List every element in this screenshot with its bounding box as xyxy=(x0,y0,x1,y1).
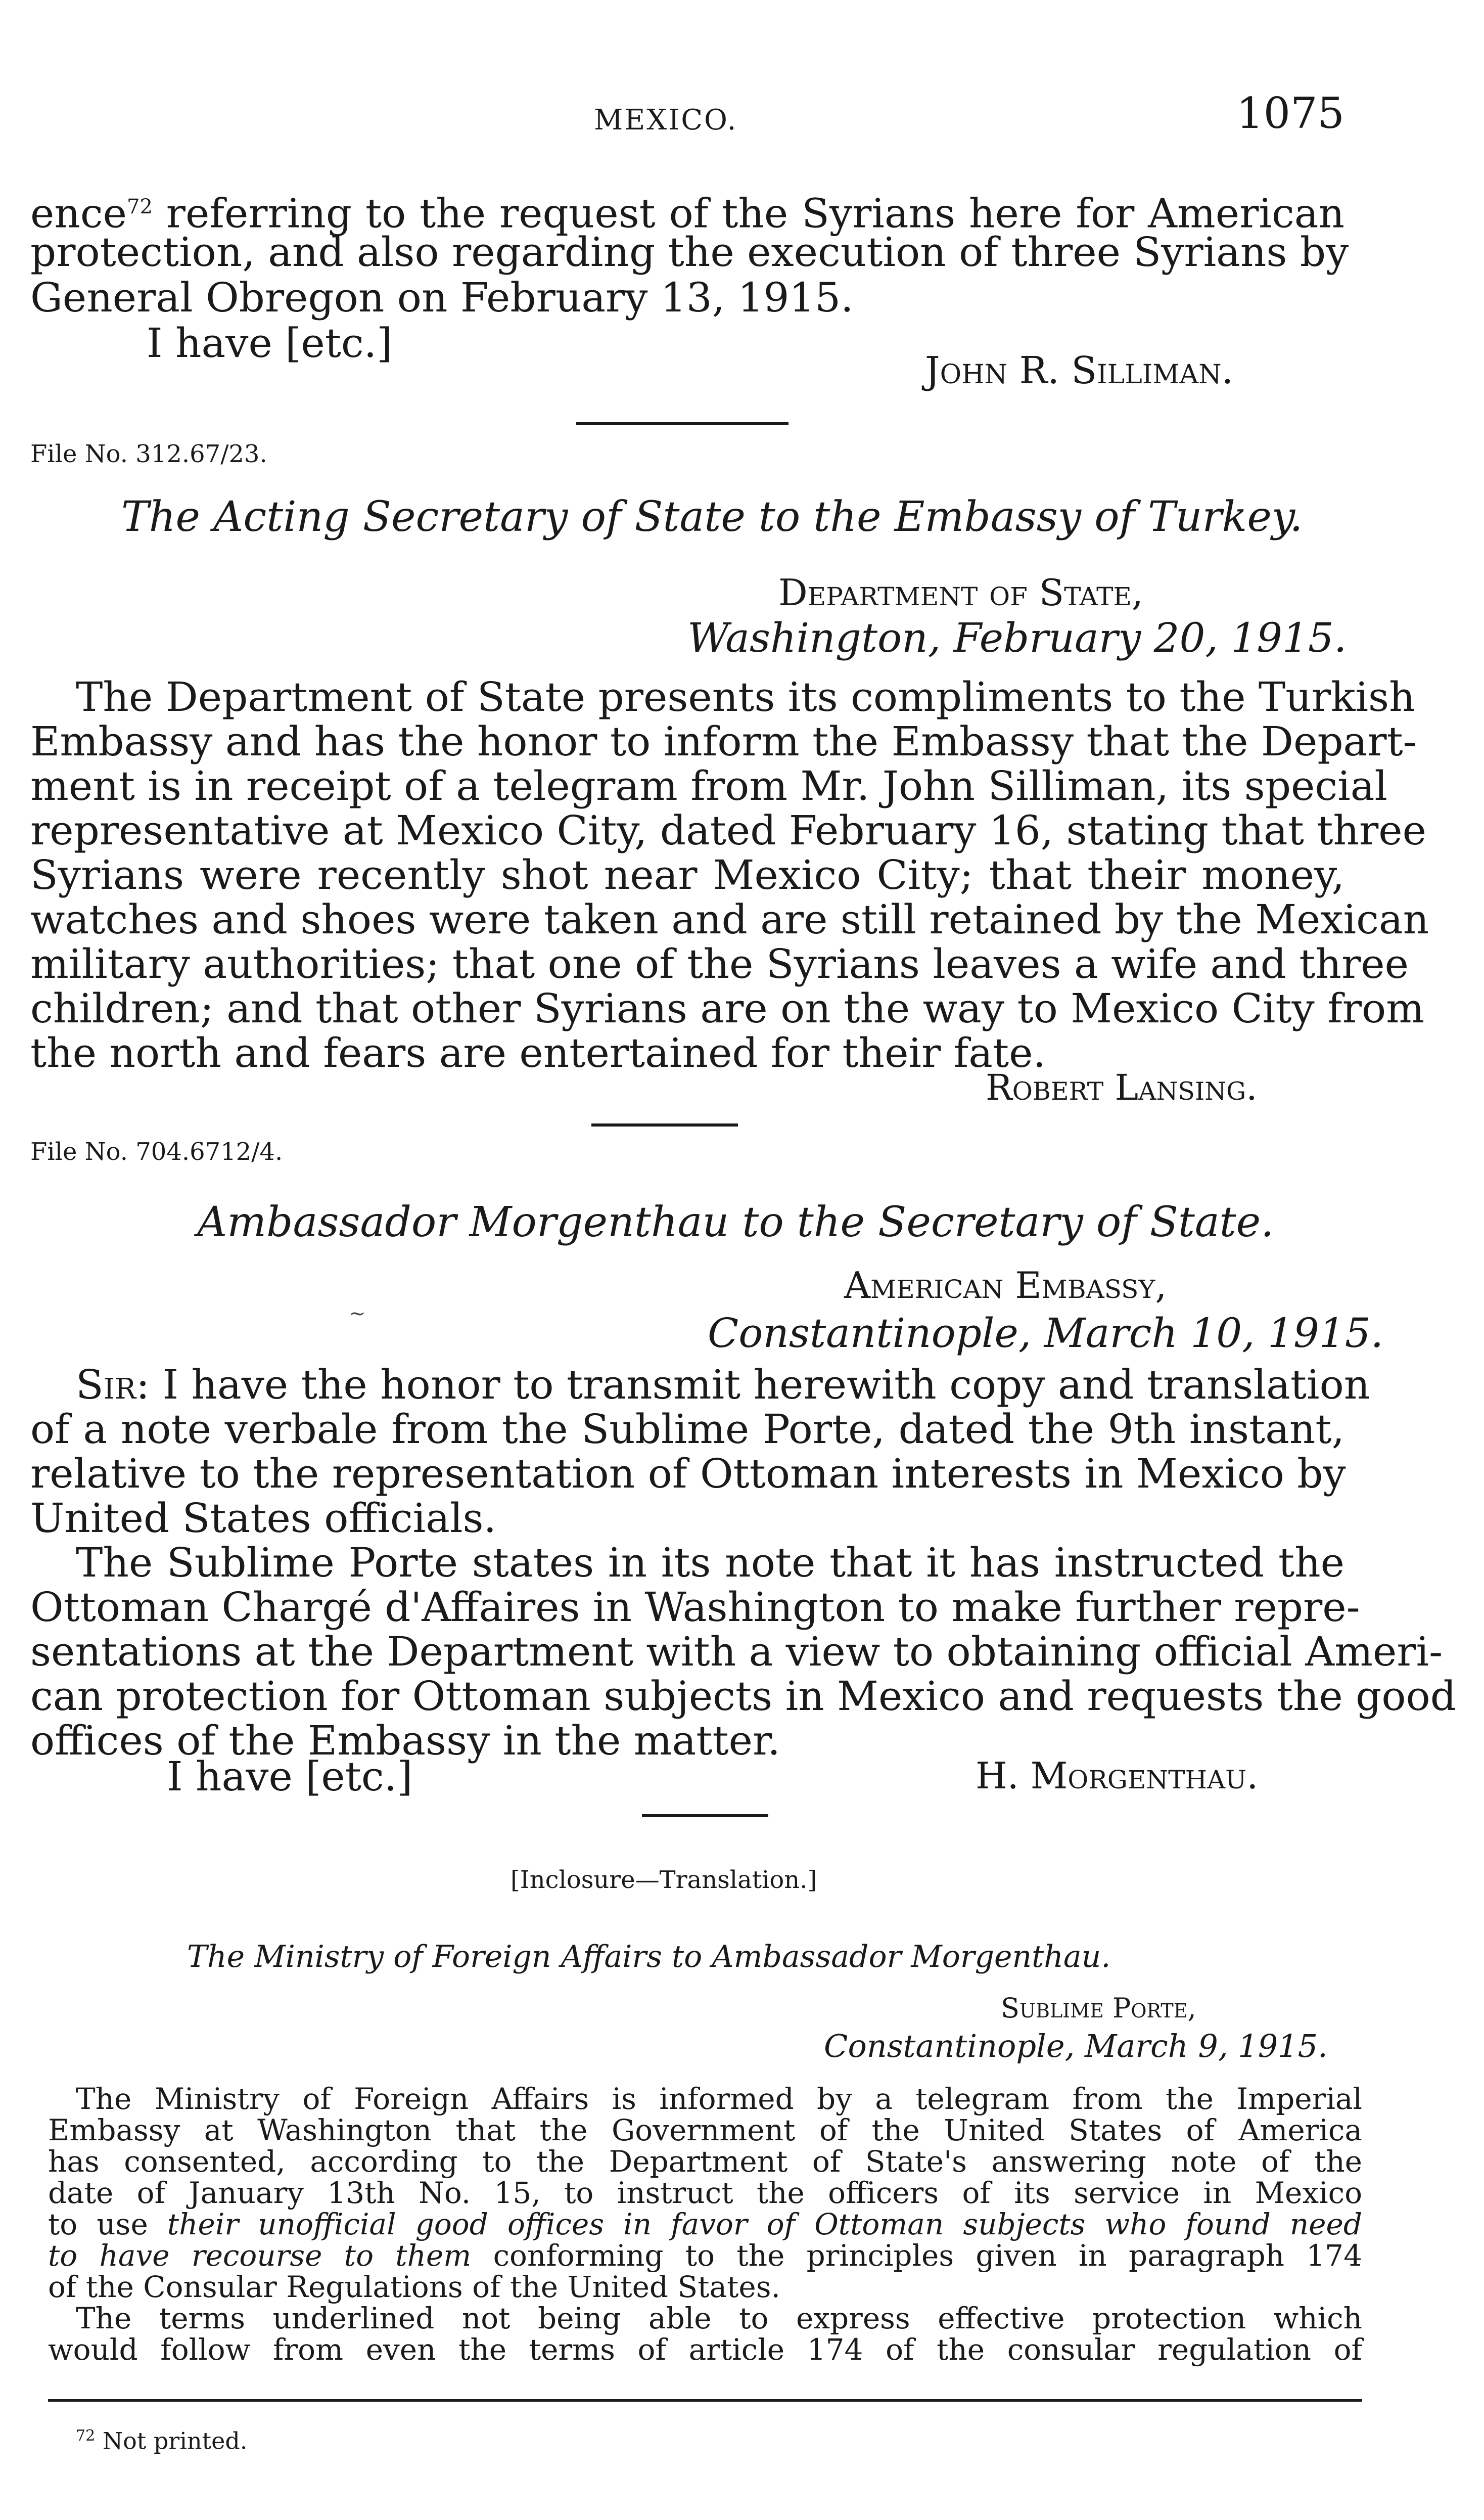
divider xyxy=(591,1123,738,1127)
sender: Department of State, xyxy=(778,571,1143,614)
text-line: United States officials. xyxy=(30,1495,497,1542)
footnote xyxy=(76,2427,247,2454)
footnote-number: 72 xyxy=(76,2427,96,2445)
document-title: The Acting Secretary of State to the Embassy of Turkey. xyxy=(121,493,1303,541)
page-number: 1075 xyxy=(1236,88,1344,138)
text-line: The Sublime Porte states in its note that it has instructed the xyxy=(76,1539,1344,1586)
salutation: Sir: xyxy=(76,1361,150,1408)
signature: John R. Silliman. xyxy=(925,349,1234,392)
page-header xyxy=(30,88,1344,144)
text-line: date of January 13th No. 15, to instruct the officers of its service in Mexico xyxy=(48,2176,1362,2210)
text-line: the north and fears are entertained for their fate. xyxy=(30,1029,1046,1076)
text-line: would follow from even the terms of article 174 of the consular regulation of xyxy=(48,2332,1362,2367)
text-line: representative at Mexico City, dated February 16, stating that three xyxy=(30,807,1426,854)
text-line: The Ministry of Foreign Affairs is informed by a telegram from the Imperial xyxy=(76,2082,1362,2116)
text-line: has consented, according to the Department of State's answering note of the xyxy=(48,2144,1362,2179)
inclosure-label: [Inclosure—Translation.] xyxy=(511,1866,817,1894)
text-line: Embassy at Washington that the Government of the United States of America xyxy=(48,2113,1362,2147)
closing: I have [etc.] xyxy=(167,1753,413,1800)
closing: I have [etc.] xyxy=(147,320,393,367)
stray-mark: ~ xyxy=(349,1302,366,1325)
divider xyxy=(642,1814,768,1817)
text-line: children; and that other Syrians are on the way to Mexico City from xyxy=(30,985,1425,1032)
place-date: Constantinople, March 10, 1915. xyxy=(708,1310,1384,1357)
text-line: The terms underlined not being able to express effective protection which xyxy=(76,2301,1362,2335)
footnote-ref: 72 xyxy=(127,195,153,218)
text-line: protection, and also regarding the execution of three Syrians by xyxy=(30,229,1349,276)
text-line: Syrians were recently shot near Mexico City; that their money, xyxy=(30,851,1344,898)
sender: Sublime Porte, xyxy=(1001,1992,1196,2024)
text-line: Embassy and has the honor to inform the Embassy that the Depart- xyxy=(30,718,1417,765)
text-line: relative to the representation of Ottoman interests in Mexico by xyxy=(30,1450,1346,1497)
signature: H. Morgenthau. xyxy=(976,1754,1259,1797)
place-date: Washington, February 20, 1915. xyxy=(687,614,1347,661)
file-number: File No. 704.6712/4. xyxy=(30,1138,283,1166)
text-line: Sir: I have the honor to transmit herewith copy and translation xyxy=(76,1361,1370,1408)
underlined-terms: to have recourse to them xyxy=(48,2238,472,2273)
text-line: to use their unofficial good offices in favor of Ottoman subjects who found need xyxy=(48,2207,1363,2241)
document-title: Ambassador Morgenthau to the Secretary of State. xyxy=(197,1198,1274,1246)
underlined-terms: their unofficial good offices in favor of Ottoman subjects who found need xyxy=(167,2207,1363,2241)
text-line: of a note verbale from the Sublime Porte, dated the 9th instant, xyxy=(30,1406,1344,1453)
text-line: military authorities; that one of the Syrians leaves a wife and three xyxy=(30,940,1409,987)
sender: American Embassy, xyxy=(844,1264,1167,1307)
running-head: MEXICO. xyxy=(594,104,738,137)
footnote-text: Not printed. xyxy=(102,2427,248,2455)
text-line: General Obregon on February 13, 1915. xyxy=(30,274,854,321)
text-line: ment is in receipt of a telegram from Mr. John Silliman, its special xyxy=(30,762,1388,809)
text-line: sentations at the Department with a view to obtaining official Ameri- xyxy=(30,1628,1443,1675)
text-line: The Department of State presents its compliments to the Turkish xyxy=(76,673,1415,721)
file-number: File No. 312.67/23. xyxy=(30,440,267,468)
signature: Robert Lansing. xyxy=(986,1067,1258,1108)
text-line: watches and shoes were taken and are still retained by the Mexican xyxy=(30,896,1429,943)
footnote-divider xyxy=(48,2399,1362,2402)
place-date: Constantinople, March 9, 1915. xyxy=(824,2028,1328,2064)
text-line: to have recourse to them conforming to the principles given in paragraph 174 xyxy=(48,2238,1362,2273)
document-title: The Ministry of Foreign Affairs to Ambassador Morgenthau. xyxy=(187,1939,1111,1974)
text-line: Ottoman Chargé d'Affaires in Washington to make further repre- xyxy=(30,1584,1360,1631)
text-line: can protection for Ottoman subjects in Mexico and requests the good xyxy=(30,1673,1456,1720)
divider xyxy=(576,422,789,425)
text-line: ence$^{72}$ referring to the request of the Syrians here for American xyxy=(30,190,1345,237)
text-line: of the Consular Regulations of the United States. xyxy=(48,2270,780,2304)
text-line: offices of the Embassy in the matter. xyxy=(30,1717,780,1764)
